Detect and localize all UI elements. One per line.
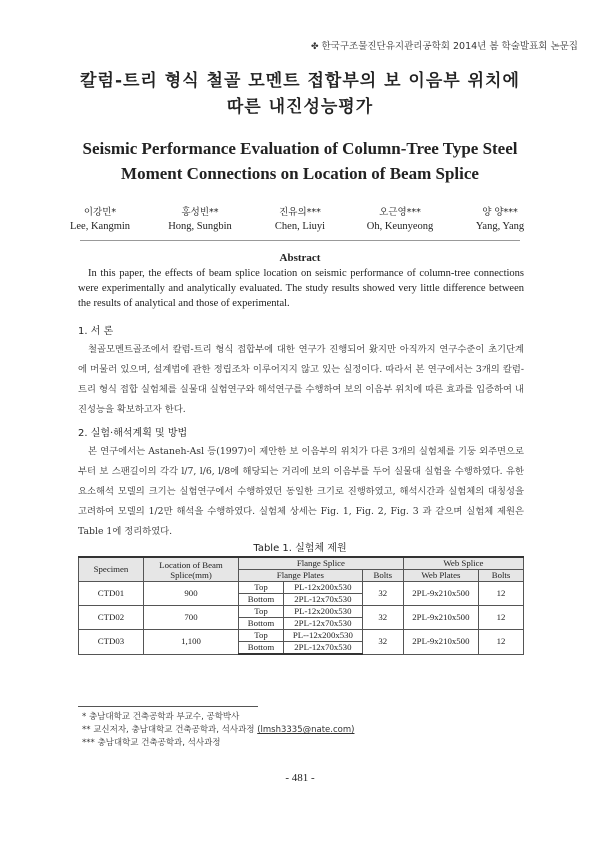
author-name-kr: 오근영*** [379,207,421,218]
author [250,204,350,232]
divider [80,240,520,241]
korean-title [0,68,600,120]
author [50,204,150,232]
author-name-kr: 홍성빈** [181,207,219,218]
cell-web-bolts: 12 [479,582,524,606]
header-location: Location of Beam Splice(mm) [144,557,239,582]
cell-flange-plate: 2PL-12x70x530 [284,618,363,630]
table-caption: Table 1. 실험체 제원 [253,543,347,554]
section-1-text: 철골모멘트골조에서 칼럼-트리 형식 접합부에 대한 연구가 진행되어 왔지만 아직까지 연구수준이 초기단계에 머물러 있으며, 설계법에 관한 정립조차 이루어지지 않고 있는 실정이다. 따라서 본 연구에서는 3개의 칼럼-트리 형식 접합 실험체를 실물대 실험연구와 해석연구를 수행하여 보의 이음부 위치에 따른 효과를 입증하여 내진성능을 확보하고자 한다. [78,344,524,415]
cell-flange-plate: PL-12x200x530 [284,606,363,618]
header-web-splice: Web Splice [403,557,523,570]
author-list [50,204,550,232]
cell-flange-position: Top [239,582,284,594]
cell-flange-bolts: 32 [362,630,403,655]
cell-flange-position: Bottom [239,618,284,630]
table-row [79,630,524,642]
cell-flange-position: Top [239,606,284,618]
cell-web-bolts: 12 [479,630,524,655]
cell-flange-plate: 2PL-12x70x530 [284,594,363,606]
cell-flange-position: Top [239,630,284,642]
cell-specimen: CTD02 [79,606,144,630]
footnotes [82,711,354,750]
header-web-plates: Web Plates [403,570,478,582]
cell-flange-position: Bottom [239,642,284,655]
abstract-heading: Abstract [279,252,321,264]
korean-title-line-1: 칼럼-트리 형식 철골 모멘트 접합부의 보 이음부 위치에 [80,71,520,91]
author-name-en: Chen, Liuyi [274,221,326,232]
cell-flange-bolts: 32 [362,606,403,630]
english-title-line-1: Seismic Performance Evaluation of Column-Tree Type Steel [82,139,518,158]
cell-web-plate: 2PL-9x210x500 [403,582,478,606]
footnote: *** 충남대학교 건축공학과, 석사과정 [82,738,221,748]
footnote: * 충남대학교 건축공학과 부교수, 공학박사 [82,712,240,722]
author-name-en: Hong, Sungbin [168,221,232,232]
cell-web-bolts: 12 [479,606,524,630]
author [450,204,550,232]
header-text: 한국구조물진단유지관리공학회 2014년 봄 학술발표회 논문집 [321,41,578,52]
section-2-heading: 2. 실험·해석계획 및 방법 [78,428,188,439]
korean-title-line-2: 따른 내진성능평가 [226,97,374,117]
author-name-en: Yang, Yang [475,221,525,232]
section-2-text: 본 연구에서는 Astaneh-Asl 등(1997)이 제안한 보 이음부의 위치가 다른 3개의 실험체를 기둥 외주면으로부터 보 스팬길이의 각각 l/7, l/6, l/8에 해당되는 거리에 보의 이음부를 두어 실물대 실험을 수행하였다. 유한요소해석 모델의 크기는 실험연구에서 수행하였던 동일한 크기로 진행하였고, 해석시간과 실험체의 대칭성을 고려하여 모델의 1/2만 해석을 수행하였다. 실험체 상세는 Fig. 1, Fig. 2, Fig. 3 과 같으며 실험체 제원은 Table 1에 정리하였다. [78,446,524,537]
author-name-en: Oh, Keunyeong [366,221,434,232]
page-number: - 481 - [285,772,315,784]
proceedings-header [311,38,578,52]
author [150,204,250,232]
diamond-flower-icon: ✤ [310,42,319,52]
author-name-kr: 양 양*** [482,207,518,218]
header-flange-plates: Flange Plates [239,570,363,582]
footnote [82,724,354,737]
cell-location: 700 [144,606,239,630]
author [350,204,450,232]
email-link[interactable]: (lmsh3335@nate.com) [257,725,355,735]
author-name-en: Lee, Kangmin [69,221,131,232]
section-1-heading: 1. 서 론 [78,326,114,337]
header-web-bolts: Bolts [479,570,524,582]
footnote-divider [78,706,258,707]
cell-specimen: CTD01 [79,582,144,606]
header-flange-bolts: Bolts [362,570,403,582]
cell-flange-plate: PL--12x200x530 [284,630,363,642]
cell-web-plate: 2PL-9x210x500 [403,606,478,630]
cell-specimen: CTD03 [79,630,144,655]
footnote-text: ** 교신저자, 충남대학교 건축공학과, 석사과정 [82,725,258,735]
cell-location: 1,100 [144,630,239,655]
cell-flange-plate: 2PL-12x70x530 [284,642,363,655]
english-title [0,136,600,186]
english-title-line-2: Moment Connections on Location of Beam Splice [121,164,479,183]
header-flange-splice: Flange Splice [239,557,404,570]
cell-web-plate: 2PL-9x210x500 [403,630,478,655]
table-row [79,606,524,618]
table-row [79,582,524,594]
specimen-table [78,556,524,655]
cell-flange-plate: PL-12x200x530 [284,582,363,594]
cell-flange-bolts: 32 [362,582,403,606]
cell-flange-position: Bottom [239,594,284,606]
header-specimen: Specimen [79,557,144,582]
author-name-kr: 이강민* [83,207,117,218]
abstract-text: In this paper, the effects of beam splice location on seismic performance of column-tree connections were experimentally and analytically evaluated. The study results showed very little difference between the results of analytical and those of experimental. [78,268,524,309]
author-name-kr: 진유의*** [279,207,321,218]
cell-location: 900 [144,582,239,606]
